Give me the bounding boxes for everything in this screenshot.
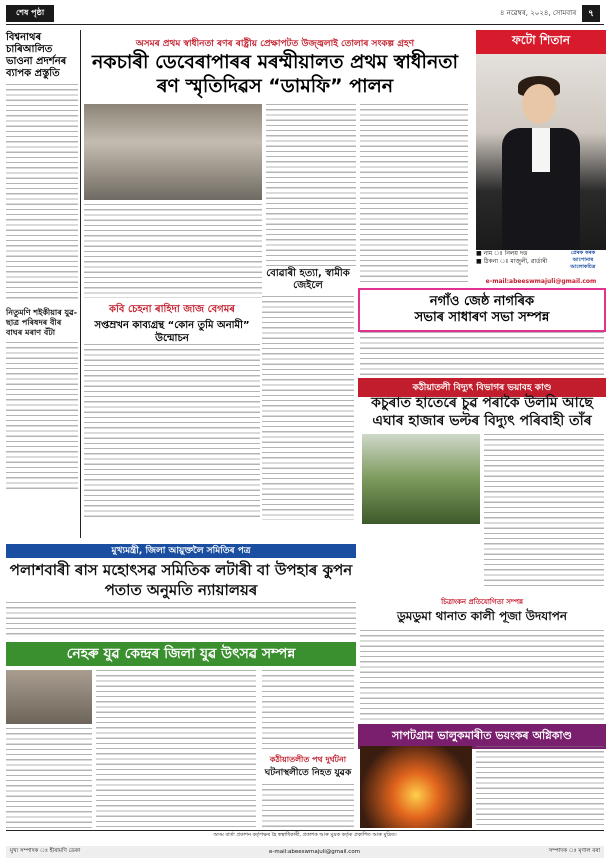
photo-feature: [476, 30, 606, 250]
power-story-headline: কচুৰাত হাতেৰে চুৱ পৰাকৈ উলমি আছে এঘাৰ হাজাৰ ভল্টৰ বিদ্যুৎ পৰিবাহী তাঁৰ: [371, 395, 593, 429]
photo-caption: [476, 250, 558, 266]
chief-editor: মুখ্য সম্পাদক ঃ হীৰামণি ডেকা: [10, 848, 81, 854]
palash-story-headline: পলাশবাৰী ৰাস মহোৎসৱ সমিতিক লটাৰী বা উপহাৰ কুপন পতাত অনুমতি ন্যায়ালয়ৰ: [9, 561, 353, 599]
top-story-kicker: অসমৰ প্ৰথম স্বাধীনতা ৰণৰ ৰাষ্ট্ৰীয় প্ৰেক্ষাপটত উজ্জ্বলাই তোলাৰ সংকল্প গ্ৰহণ: [135, 39, 415, 49]
poet-story: [84, 302, 260, 345]
kali-puja-story: [358, 596, 606, 624]
kali-puja-body: [360, 630, 604, 720]
child-photo: [476, 54, 606, 250]
accident-story-body-top: [262, 670, 354, 750]
kali-puja-headline: ডুমডুমা থানাত কালী পূজা উদযাপন: [396, 609, 568, 623]
fire-story-body: [476, 746, 604, 828]
sabha-story-line-1: নগাঁও জেষ্ঠ নাগৰিক: [429, 294, 535, 309]
top-story-body-b: [266, 104, 356, 266]
top-story-body-a: [84, 204, 262, 298]
mid-story-body: [262, 296, 354, 520]
photo-feature-title: ফটো শিতান: [476, 30, 606, 54]
event-photo: [84, 104, 262, 200]
power-story-body: [484, 434, 604, 590]
left-story-headline-1: বিশ্বনাথৰ চাৰিআলিত ভাওনা প্ৰদৰ্শনৰ ব্যাপক প্ৰস্তুতি: [6, 32, 67, 79]
nehru-story-headline: নেহৰু যুৱ কেন্দ্ৰৰ জিলা যুৱ উৎসৱ সম্পন্ন: [6, 642, 356, 666]
accident-story-kicker: কঠীয়াতলীত পথ দুৰ্ঘটনা: [269, 755, 347, 764]
photo-email[interactable]: e-mail:abeeswmajuli@gmail.com: [485, 278, 597, 285]
photo-name: ■ নাম ঃ নিলয় দত্ত: [476, 250, 528, 257]
kali-puja-kicker: চিত্ৰাংকন প্ৰতিযোগিতা সম্পন্ন: [441, 598, 523, 606]
page-section-tag: শেষ পৃষ্ঠা: [6, 5, 54, 22]
left-story-body-2: [6, 342, 78, 492]
imprint-line: অসম বাৰ্তা প্ৰকাশন কৰ্তৃপক্ষৰ হৈ স্বত্বাধিকাৰী, প্ৰকাশক আৰু মুদ্ৰক কৰ্তৃক প্ৰকাশিত আৰু মুদ্ৰিত।: [213, 832, 397, 838]
power-story-kicker: কঠীয়াতলী বিদ্যুৎ বিভাগৰ ভয়াবহ কাণ্ড: [358, 378, 606, 397]
sabha-story-line-2: সভাৰ সাধাৰণ সভা সম্পন্ন: [414, 310, 550, 325]
editor: সম্পাদক ঃ মৃণাল বৰা: [548, 848, 600, 854]
top-story-body-c: [360, 104, 468, 284]
footer-email[interactable]: e-mail:abeeswmajuli@gmail.com: [268, 849, 361, 855]
left-story-body-1: [6, 84, 78, 302]
page-number: ৭: [582, 5, 600, 22]
nehru-story-body-b: [96, 670, 256, 828]
photo-submission-note: প্ৰেৰক কৰক আপোনাৰ আলোকচিত্ৰ: [570, 250, 596, 270]
fire-photo: [360, 746, 472, 828]
poet-story-body: [84, 344, 260, 520]
mid-story-headline: বোৱাৰী হত্যা, স্বামীক জেইলে: [266, 268, 350, 291]
nehru-photo: [6, 670, 92, 724]
top-story-headline: নকচাৰী ডেবেৰাপাৰৰ মৰম্মীয়ালত প্ৰথম স্বাধীনতা ৰণ স্মৃতিদিৱস “ডামফি” পালন: [91, 51, 459, 97]
accident-story-body: [262, 784, 354, 828]
footer-bar: [6, 846, 604, 858]
palash-story-body: [6, 602, 356, 638]
poet-story-kicker: কবি চেহনা ৰাহিদা জাজ বেগমৰ: [109, 304, 235, 315]
column-divider: [80, 30, 81, 538]
left-column: [6, 32, 78, 492]
sabha-story-box: [358, 288, 606, 332]
page-header: [6, 4, 604, 22]
sabha-story-body: [360, 332, 604, 376]
accident-story-headline: ঘটনাস্থলীতে নিহত যুৱক: [264, 768, 352, 778]
accident-story: [262, 754, 354, 779]
photo-address: ■ ঠিকনা ঃ মাজুলী, ৱাৰ্ডাৰী: [476, 258, 548, 265]
poet-story-headline: সপ্তম্ৰখন কাব্যগ্ৰন্থ “কোন তুমি অনামী” উন্মোচন: [94, 320, 250, 344]
left-story-headline-2: নিতুমণি শইকীয়াৰ যুৱ-ছাত্ৰ পৰিষদৰ বীৰ বাঘৰ মৰাণ বঁটা: [6, 308, 78, 337]
fire-story-headline: সাপটগ্ৰাম ভালুকমাৰীত ভয়ংকৰ অগ্নিকাণ্ড: [358, 724, 606, 749]
cm-letter-strip: মুখ্যমন্ত্ৰী, জিলা আয়ুক্তলৈ সমিতিৰ পত্ৰ: [6, 544, 356, 558]
power-line-photo: [362, 434, 480, 524]
footer-rule: [6, 830, 604, 831]
nehru-story-body-a: [6, 728, 92, 828]
header-rule: [6, 24, 604, 25]
dateline: ৪ নৱেম্বৰ, ২০২৪, সোমবাৰ: [499, 9, 577, 17]
